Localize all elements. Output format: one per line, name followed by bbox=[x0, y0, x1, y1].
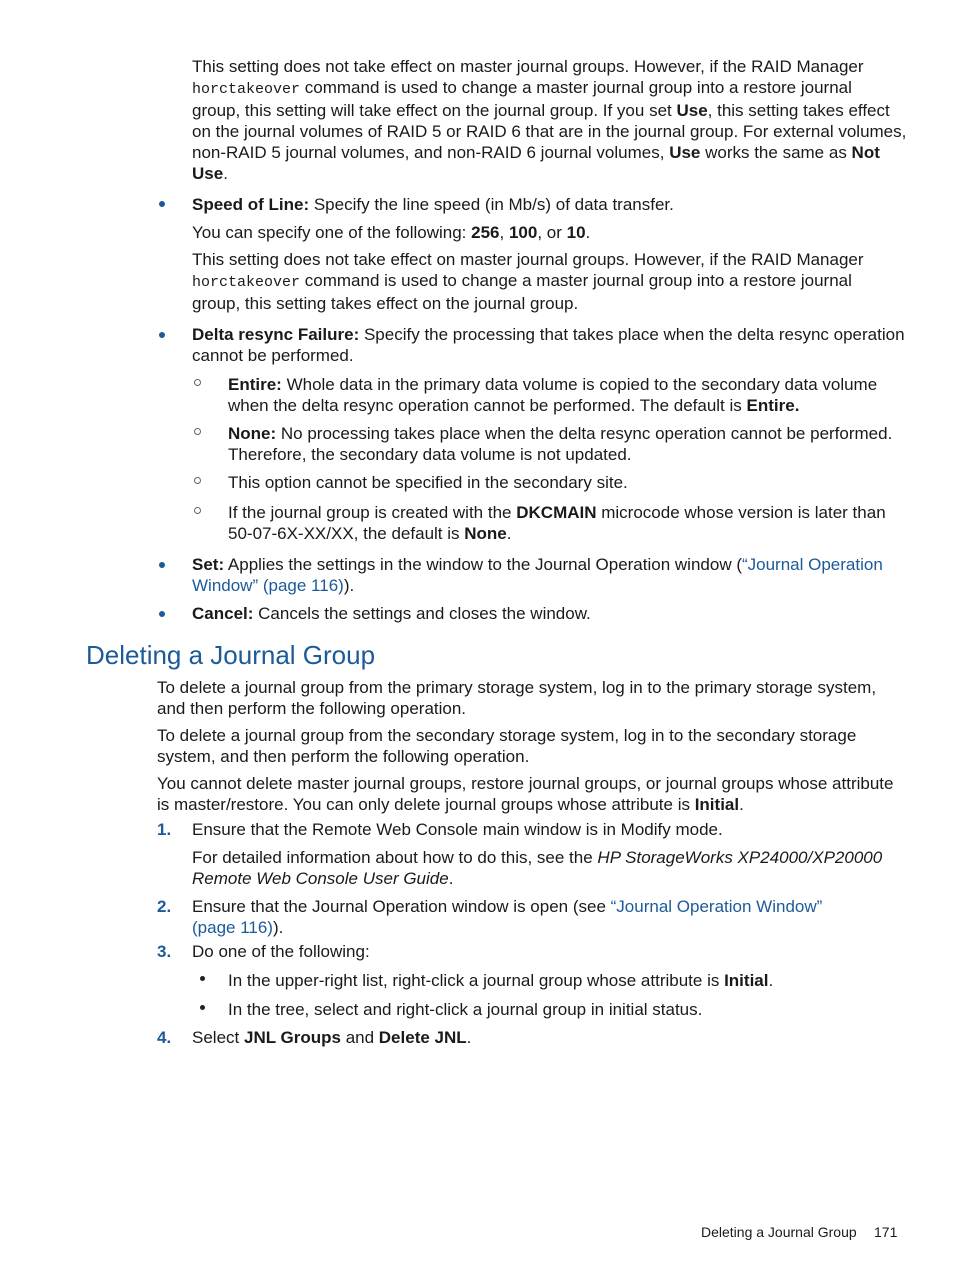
text-line: In the tree, select and right-click a journal group in initial status. bbox=[228, 1000, 703, 1019]
text-line: Cancels the settings and closes the window. bbox=[253, 604, 591, 623]
sub-bullet-icon bbox=[194, 477, 201, 484]
speed-option-10: 10 bbox=[566, 223, 586, 242]
punctuation: . bbox=[448, 869, 454, 888]
secondary-site-note bbox=[228, 472, 628, 493]
step-3 bbox=[192, 941, 370, 962]
bullet-icon bbox=[159, 332, 165, 338]
text-line: system, and then perform the following operation. bbox=[157, 747, 530, 766]
speed-option-256: 256 bbox=[471, 223, 500, 242]
step-number: 4. bbox=[157, 1028, 172, 1047]
none-default: None bbox=[464, 524, 507, 543]
bullet-icon bbox=[200, 1005, 205, 1010]
text-line: For detailed information about how to do this, see the bbox=[192, 848, 598, 867]
text-line: Applies the settings in the window to the Journal Operation window ( bbox=[224, 555, 742, 574]
sub-bullet-icon bbox=[194, 428, 201, 435]
text-line: Ensure that the Remote Web Console main window is in Modify mode. bbox=[192, 820, 723, 839]
none-option bbox=[228, 423, 892, 465]
step-number: 2. bbox=[157, 897, 172, 916]
speed-label: Speed of Line: bbox=[192, 195, 310, 214]
text-line: Select bbox=[192, 1028, 244, 1047]
punctuation: . bbox=[739, 795, 744, 814]
speed-text: Specify the line speed (in Mb/s) of data transfer. bbox=[309, 195, 674, 214]
delete-jnl-label: Delete JNL bbox=[378, 1028, 467, 1047]
journal-operation-window-link[interactable]: “Journal Operation Window” bbox=[610, 897, 823, 916]
journal-operation-window-link[interactable]: “Journal Operation bbox=[741, 555, 883, 574]
step-1-note bbox=[192, 847, 882, 889]
text-line: non-RAID 5 journal volumes, and non-RAID 6 journal volumes, bbox=[192, 143, 670, 162]
delta-label: Delta resync Failure: bbox=[192, 325, 360, 344]
speed-options bbox=[192, 222, 590, 243]
speed-note bbox=[192, 249, 864, 314]
section-heading: Deleting a Journal Group bbox=[86, 640, 376, 670]
text-line: . bbox=[223, 164, 228, 183]
text-line: No processing takes place when the delta resync operation cannot be performed. bbox=[276, 424, 893, 443]
text-line: command is used to change a master journal group into a restore journal bbox=[300, 78, 852, 97]
text-line: Whole data in the primary data volume is copied to the secondary data volume bbox=[281, 375, 878, 394]
punctuation: . bbox=[506, 524, 512, 543]
journal-operation-window-link[interactable]: Window” (page 116) bbox=[192, 576, 344, 595]
text-line: when the delta resync operation cannot be performed. The default is bbox=[228, 396, 747, 415]
separator: , bbox=[499, 223, 509, 242]
text-line: You can specify one of the following: bbox=[192, 223, 472, 242]
bullet-icon bbox=[159, 201, 165, 207]
set-label: Set: bbox=[192, 555, 225, 574]
speed-of-line-item bbox=[192, 194, 674, 215]
text-line: This setting does not take effect on master journal groups. However, if the RAID Manager bbox=[192, 57, 864, 76]
text-line: microcode whose version is later than bbox=[596, 503, 886, 522]
step-1 bbox=[192, 819, 723, 840]
journal-operation-window-link[interactable]: (page 116) bbox=[192, 918, 273, 937]
section-paragraph-primary bbox=[157, 677, 876, 719]
text-line: To delete a journal group from the primary storage system, log in to the primary storage system, bbox=[157, 678, 877, 697]
text-line: To delete a journal group from the secondary storage system, log in to the secondary storage bbox=[157, 726, 857, 745]
page-number: 171 bbox=[874, 1224, 898, 1240]
sub-bullet-icon bbox=[194, 507, 201, 514]
step-3-option-list bbox=[228, 970, 773, 991]
punctuation: ). bbox=[272, 918, 284, 937]
speed-option-100: 100 bbox=[508, 223, 538, 242]
entire-option bbox=[228, 374, 877, 416]
bullet-icon bbox=[200, 976, 205, 981]
guide-title: Remote Web Console User Guide bbox=[192, 869, 449, 888]
step-number: 1. bbox=[157, 820, 172, 839]
step-3-option-tree bbox=[228, 999, 702, 1020]
entire-label: Entire: bbox=[228, 375, 282, 394]
punctuation: ). bbox=[343, 576, 355, 595]
separator: , or bbox=[537, 223, 567, 242]
text-line: group, this setting will take effect on the journal group. If you set bbox=[192, 101, 677, 120]
punctuation: . bbox=[585, 223, 591, 242]
code-horctakeover: horctakeover bbox=[192, 274, 301, 291]
step-number: 3. bbox=[157, 942, 172, 961]
text-line: and bbox=[340, 1028, 379, 1047]
step-4 bbox=[192, 1027, 471, 1048]
text-line: Do one of the following: bbox=[192, 942, 370, 961]
cancel-item bbox=[192, 603, 591, 624]
delta-resync-item bbox=[192, 324, 905, 366]
text-line: command is used to change a master journal group into a restore journal bbox=[300, 271, 852, 290]
section-paragraph-restriction bbox=[157, 773, 893, 815]
bold-not: Not bbox=[851, 143, 880, 162]
none-label: None: bbox=[228, 424, 277, 443]
text-line: This setting does not take effect on master journal groups. However, if the RAID Manager bbox=[192, 250, 864, 269]
bold-use: Use bbox=[669, 143, 701, 162]
text-line: You cannot delete master journal groups, restore journal groups, or journal groups whose attribute bbox=[157, 774, 894, 793]
code-horctakeover: horctakeover bbox=[192, 81, 301, 98]
footer-title: Deleting a Journal Group bbox=[701, 1224, 857, 1240]
bold-initial: Initial bbox=[724, 971, 769, 990]
punctuation: . bbox=[768, 971, 774, 990]
text-line: Ensure that the Journal Operation window is open (see bbox=[192, 897, 611, 916]
set-item bbox=[192, 554, 883, 596]
bullet-icon bbox=[159, 611, 165, 617]
dkcmain-label: DKCMAIN bbox=[516, 503, 597, 522]
text-line: If the journal group is created with the bbox=[228, 503, 517, 522]
text-line: works the same as bbox=[700, 143, 852, 162]
guide-title: HP StorageWorks XP24000/XP20000 bbox=[597, 848, 883, 867]
step-2 bbox=[192, 896, 822, 938]
bold-initial: Initial bbox=[694, 795, 740, 814]
section-paragraph-secondary bbox=[157, 725, 856, 767]
text-line: group, this setting takes effect on the journal group. bbox=[192, 294, 579, 313]
sub-bullet-icon bbox=[194, 379, 201, 386]
text-line: Therefore, the secondary data volume is not updated. bbox=[228, 445, 632, 464]
entire-default: Entire. bbox=[746, 396, 800, 415]
text-line: on the journal volumes of RAID 5 or RAID 6 that are in the journal group. For external volumes, bbox=[192, 122, 907, 141]
microcode-note bbox=[228, 502, 886, 544]
jnl-groups-label: JNL Groups bbox=[243, 1028, 341, 1047]
bold-use: Use bbox=[676, 101, 708, 120]
punctuation: . bbox=[466, 1028, 472, 1047]
cancel-label: Cancel: bbox=[192, 604, 254, 623]
bold-use: Use bbox=[192, 164, 224, 183]
text-line: cannot be performed. bbox=[192, 346, 354, 365]
text-line: Specify the processing that takes place when the delta resync operation bbox=[359, 325, 905, 344]
text-line: This option cannot be specified in the secondary site. bbox=[228, 473, 628, 492]
intro-paragraph bbox=[192, 56, 906, 184]
bullet-icon bbox=[159, 562, 165, 568]
text-line: 50-07-6X-XX/XX, the default is bbox=[228, 524, 465, 543]
text-line: , this setting takes effect bbox=[707, 101, 890, 120]
text-line: and then perform the following operation. bbox=[157, 699, 467, 718]
text-line: is master/restore. You can only delete journal groups whose attribute is bbox=[157, 795, 695, 814]
text-line: In the upper-right list, right-click a journal group whose attribute is bbox=[228, 971, 725, 990]
